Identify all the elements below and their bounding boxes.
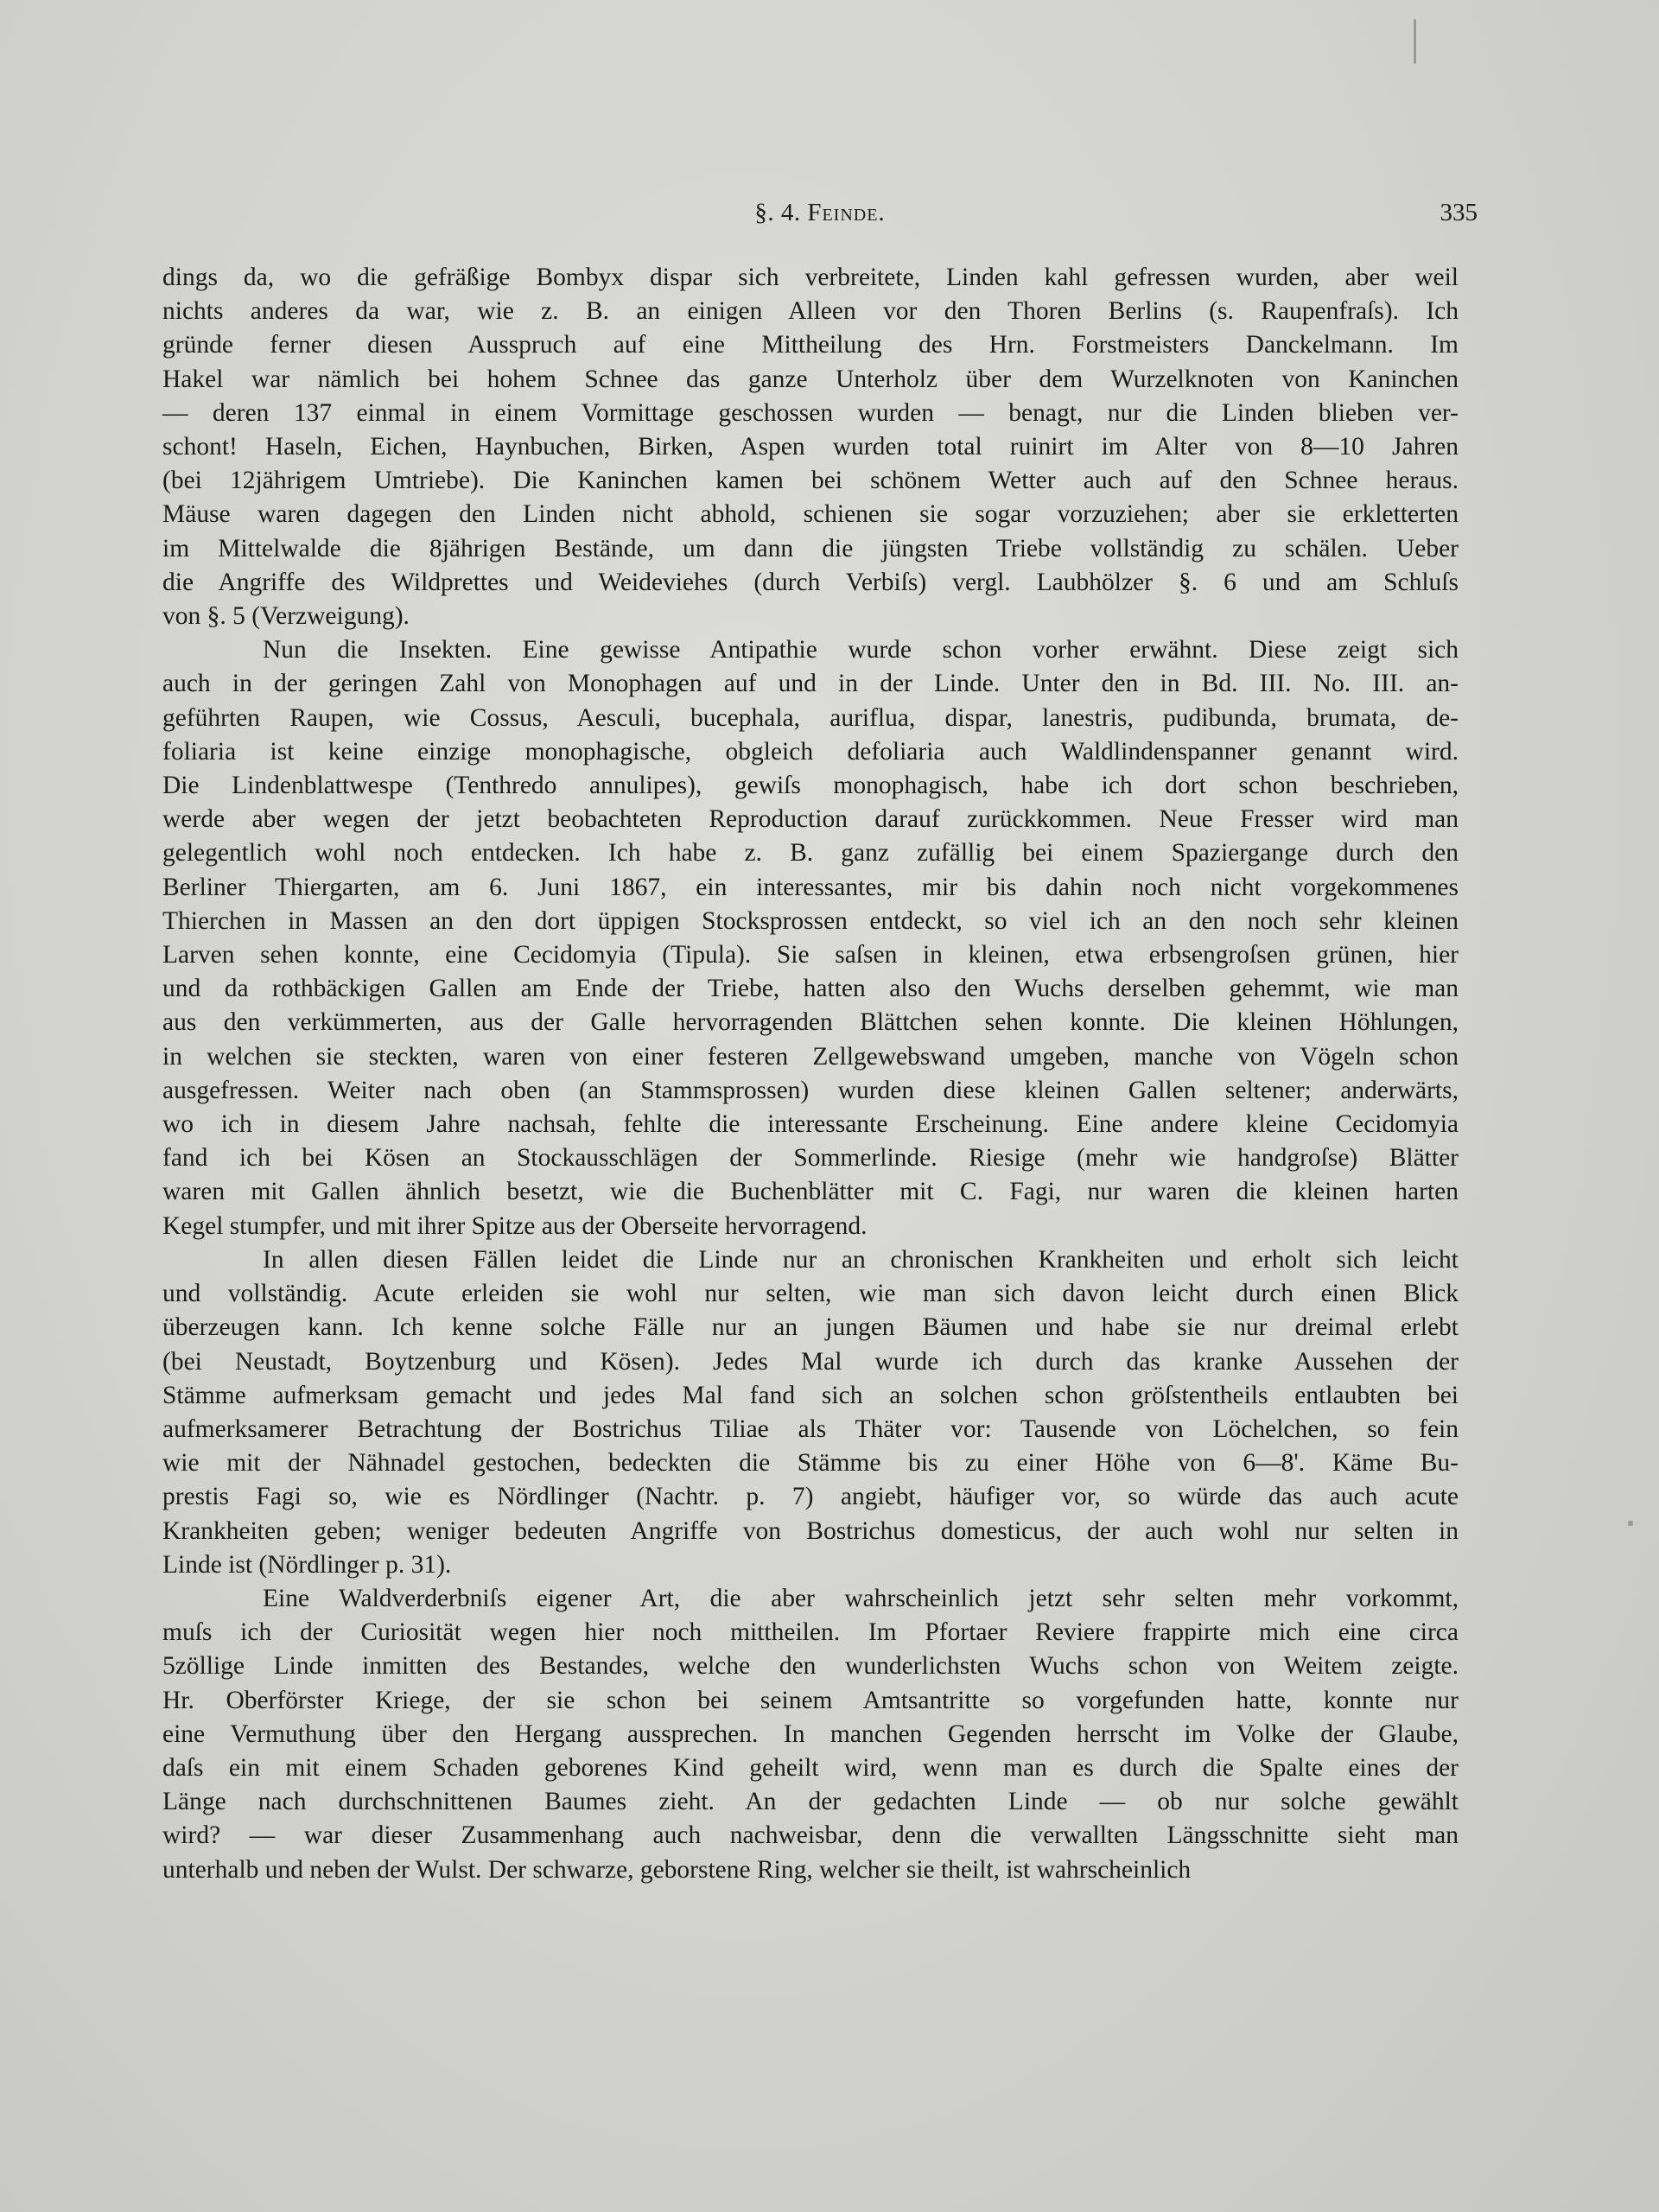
text-line: unterhalb und neben der Wulst. Der schwarze, geborstene Ring, welcher sie theilt, ist wahrscheinlich <box>162 1855 1192 1884</box>
text-line: prestis Fagi so, wie es Nördlinger (Nachtr. p. 7) angiebt, häufiger vor, so würde das auch acute <box>162 1483 1459 1511</box>
text-line: schont! Haseln, Eichen, Haynbuchen, Birken, Aspen wurden total ruinirt im Alter von 8—10 Jahren <box>162 433 1459 461</box>
text-line: Hr. Oberförster Kriege, der sie schon bei seinem Amtsantritte so vorgefunden hatte, konnte nur <box>162 1686 1459 1714</box>
text-line: überzeugen kann. Ich kenne solche Fälle nur an jungen Bäumen und habe sie nur dreimal erlebt <box>162 1313 1459 1342</box>
paragraph <box>162 1582 1459 1887</box>
text-line: (bei Neustadt, Boytzenburg und Kösen). Jedes Mal wurde ich durch das kranke Aussehen der <box>162 1347 1459 1376</box>
text-line: nichts anderes da war, wie z. B. an einigen Alleen vor den Thoren Berlins (s. Raupenfraſs). Ich <box>162 297 1459 326</box>
text-line: Berliner Thiergarten, am 6. Juni 1867, ein interessantes, mir bis dahin noch nicht vorgekommenes <box>162 873 1459 901</box>
text-line: Nun die Insekten. Eine gewisse Antipathie wurde schon vorher erwähnt. Diese zeigt sich <box>263 636 1459 664</box>
text-line: aufmerksamerer Betrachtung der Bostrichus Tiliae als Thäter vor: Tausende von Löchelchen, so fein <box>162 1414 1459 1443</box>
text-line: waren mit Gallen ähnlich besetzt, wie die Buchenblätter mit C. Fagi, nur waren die kleinen harten <box>162 1178 1459 1206</box>
text-line: und vollständig. Acute erleiden sie wohl nur selten, wie man sich davon leicht durch einen Blick <box>162 1280 1459 1308</box>
text-line: muſs ich der Curiosität wegen hier noch mittheilen. Im Pfortaer Reviere frappirte mich eine circa <box>162 1618 1459 1647</box>
text-line: in welchen sie steckten, waren von einer festeren Zellgewebswand umgeben, manche von Vögeln schon <box>162 1042 1459 1071</box>
text-line: dings da, wo die gefräßige Bombyx dispar sich verbreitete, Linden kahl gefressen wurden, aber weil <box>162 264 1459 291</box>
text-line: aus den verkümmerten, aus der Galle hervorragenden Blättchen sehen konnte. Die kleinen Höhlungen, <box>162 1008 1459 1037</box>
text-line: Stämme aufmerksam gemacht und jedes Mal fand sich an solchen schon gröſstentheils entlaubten bei <box>162 1381 1459 1409</box>
text-line: im Mittelwalde die 8jährigen Bestände, um dann die jüngsten Triebe vollständig zu schälen. Ueber <box>162 534 1459 563</box>
paragraph <box>162 261 1459 633</box>
text-line: 5zöllige Linde inmitten des Bestandes, welche den wunderlichsten Wuchs schon von Weitem zeigte. <box>162 1652 1459 1681</box>
text-line: eine Vermuthung über den Hergang aussprechen. In manchen Gegenden herrscht im Volke der Glaube, <box>162 1719 1459 1748</box>
paragraph <box>162 1243 1459 1582</box>
text-line: Kegel stumpfer, und mit ihrer Spitze aus der Oberseite hervorragend. <box>162 1211 868 1240</box>
text-line: Die Lindenblattwespe (Tenthredo annulipes), gewiſs monophagisch, habe ich dort schon beschrieben, <box>162 772 1459 800</box>
text-line: ausgefressen. Weiter nach oben (an Stammsprossen) wurden diese kleinen Gallen seltener; anderwärts, <box>162 1076 1459 1104</box>
text-line: foliaria ist keine einzige monophagische, obgleich defoliaria auch Waldlindenspanner genannt wird. <box>162 737 1459 766</box>
text-line: wird? — war dieser Zusammenhang auch nachweisbar, denn die verwallten Längsschnitte sieht man <box>162 1821 1459 1850</box>
text-line: Länge nach durchschnittenen Baumes zieht. An der gedachten Linde — ob nur solche gewählt <box>162 1788 1459 1816</box>
text-line: fand ich bei Kösen an Stockausschlägen der Sommerlinde. Riesige (mehr wie handgroſse) Blätter <box>162 1144 1459 1173</box>
body-text <box>162 261 1459 1887</box>
text-line: gründe ferner diesen Ausspruch auf eine Mittheilung des Hrn. Forstmeisters Danckelmann. Im <box>162 331 1459 359</box>
scan-mark-right <box>1628 1521 1633 1526</box>
text-line: gelegentlich wohl noch entdecken. Ich habe z. B. ganz zufällig bei einem Spaziergange durch den <box>162 839 1459 868</box>
text-line: Eine Waldverderbniſs eigener Art, die aber wahrscheinlich jetzt sehr selten mehr vorkommt, <box>263 1584 1459 1612</box>
text-line: werde aber wegen der jetzt beobachteten Reproduction darauf zurückkommen. Neue Fresser wird man <box>162 805 1459 834</box>
text-line: Hakel war nämlich bei hohem Schnee das ganze Unterholz über dem Wurzelknoten von Kaninchen <box>162 365 1459 393</box>
text-line: Larven sehen konnte, eine Cecidomyia (Tipula). Sie saſsen in kleinen, etwa erbsengroſsen grünen, hier <box>162 941 1459 969</box>
text-line: geführten Raupen, wie Cossus, Aesculi, bucephala, auriflua, dispar, lanestris, pudibunda, brumata, de- <box>162 703 1459 732</box>
text-line: Krankheiten geben; weniger bedeuten Angriffe von Bostrichus domesticus, der auch wohl nur selten in <box>162 1516 1459 1545</box>
text-line: von §. 5 (Verzweigung). <box>162 602 410 631</box>
page-number: 335 <box>1440 199 1478 226</box>
section-number: §. 4. <box>754 199 801 226</box>
text-line: In allen diesen Fällen leidet die Linde nur an chronischen Krankheiten und erholt sich leicht <box>263 1245 1459 1274</box>
text-line: daſs ein mit einem Schaden geborenes Kind geheilt wird, wenn man es durch die Spalte eines der <box>162 1753 1459 1782</box>
text-line: Thierchen in Massen an den dort üppigen Stocksprossen entdeckt, so viel ich an den noch sehr kleinen <box>162 906 1459 935</box>
section-title: Feinde. <box>807 199 886 226</box>
scan-mark-top <box>1414 19 1416 64</box>
text-line: Mäuse waren dagegen den Linden nicht abhold, schienen sie sogar vorzuziehen; aber sie erkletterten <box>162 500 1459 529</box>
text-line: — deren 137 einmal in einem Vormittage geschossen wurden — benagt, nur die Linden blieben ver- <box>162 398 1459 427</box>
text-line: und da rothbäckigen Gallen am Ende der Triebe, hatten also den Wuchs derselben gehemmt, wie man <box>162 975 1459 1003</box>
text-line: die Angriffe des Wildprettes und Weideviehes (durch Verbiſs) vergl. Laubhölzer §. 6 und am Schluſs <box>162 568 1459 596</box>
text-line: wie mit der Nähnadel gestochen, bedeckten die Stämme bis zu einer Höhe von 6—8'. Käme Bu- <box>162 1449 1459 1478</box>
running-header <box>162 199 1478 237</box>
text-line: (bei 12jährigem Umtriebe). Die Kaninchen kamen bei schönem Wetter auch auf den Schnee heraus. <box>162 467 1459 495</box>
text-line: auch in der geringen Zahl von Monophagen auf und in der Linde. Unter den in Bd. III. No. III. an- <box>162 670 1459 698</box>
text-line: wo ich in diesem Jahre nachsah, fehlte die interessante Erscheinung. Eine andere kleine Cecidomyia <box>162 1110 1459 1139</box>
text-line: Linde ist (Nördlinger p. 31). <box>162 1550 452 1579</box>
paragraph <box>162 633 1459 1243</box>
running-head <box>162 199 1478 227</box>
